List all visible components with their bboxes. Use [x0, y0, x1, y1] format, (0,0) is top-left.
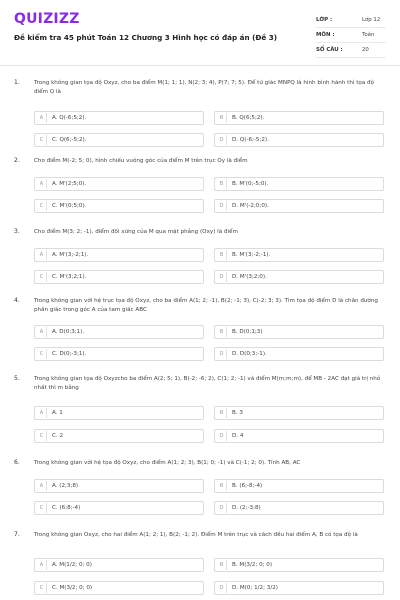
option-d[interactable]	[214, 581, 384, 595]
meta-box	[316, 13, 386, 58]
option-letter: B	[217, 113, 227, 123]
option-c[interactable]	[34, 133, 204, 147]
meta-row-class	[316, 13, 386, 28]
option-text: B. M'(3;-2;-1).	[232, 252, 271, 258]
question-number: 1.	[14, 79, 20, 86]
option-text: B. M'(0;-5;0).	[232, 181, 269, 187]
document-title: Đề kiểm tra 45 phút Toán 12 Chương 3 Hình học có đáp án (Đề 3)	[14, 33, 278, 42]
quizizz-logo: QUIZIZZ	[14, 11, 80, 27]
option-letter: C	[37, 349, 47, 359]
option-c[interactable]	[34, 347, 204, 361]
option-letter: D	[217, 431, 227, 441]
option-b[interactable]	[214, 479, 384, 493]
option-b[interactable]	[214, 558, 384, 572]
option-text: B. (6;-8;-4)	[232, 483, 263, 489]
option-a[interactable]	[34, 558, 204, 572]
option-text: C. M'(3;2;1).	[52, 274, 87, 280]
meta-label: MÔN :	[316, 32, 335, 38]
option-text: A. Q(-6;5;2).	[52, 115, 87, 121]
option-letter: D	[217, 503, 227, 513]
option-d[interactable]	[214, 199, 384, 213]
option-letter: C	[37, 201, 47, 211]
option-d[interactable]	[214, 133, 384, 147]
option-d[interactable]	[214, 270, 384, 284]
meta-label: SỐ CÂU :	[316, 47, 343, 53]
option-text: C. M'(0;5;0).	[52, 203, 87, 209]
option-c[interactable]	[34, 270, 204, 284]
option-letter: C	[37, 503, 47, 513]
option-text: A. (2;3;8)	[52, 483, 79, 489]
meta-row-subject	[316, 28, 386, 43]
option-d[interactable]	[214, 501, 384, 515]
option-letter: B	[217, 560, 227, 570]
option-letter: D	[217, 583, 227, 593]
option-text: C. M(3/2; 0; 0)	[52, 585, 93, 591]
option-letter: A	[37, 481, 47, 491]
option-letter: A	[37, 560, 47, 570]
option-a[interactable]	[34, 111, 204, 125]
option-letter: B	[217, 408, 227, 418]
question-text: Trong không gian Oxyz, cho hai điểm A(1; 2; 1), B(2; -1; 2). Điểm M trên trục và cách đều hai điểm A, B có tọa độ là	[34, 532, 358, 538]
option-letter: D	[217, 135, 227, 145]
option-c[interactable]	[34, 501, 204, 515]
option-b[interactable]	[214, 177, 384, 191]
option-text: D. M'(3;2;0).	[232, 274, 267, 280]
option-text: B. Q(6;5;2).	[232, 115, 265, 121]
question-text: Cho điểm M(3; 2; -1), điểm đối xứng của M qua mặt phẳng (Oxy) là điểm	[34, 229, 238, 235]
option-a[interactable]	[34, 177, 204, 191]
option-b[interactable]	[214, 248, 384, 262]
option-text: B. 3	[232, 410, 243, 416]
option-text: A. M(1/2; 0; 0)	[52, 562, 92, 568]
question-number: 4.	[14, 297, 20, 304]
option-letter: C	[37, 272, 47, 282]
option-a[interactable]	[34, 479, 204, 493]
question-number: 5.	[14, 375, 20, 382]
option-letter: D	[217, 201, 227, 211]
option-text: D. (2;-3;8)	[232, 505, 261, 511]
option-text: B. D(0;1;3)	[232, 329, 263, 335]
option-letter: B	[217, 250, 227, 260]
option-text: C. 2	[52, 433, 64, 439]
option-letter: D	[217, 349, 227, 359]
meta-label: LỚP :	[316, 17, 333, 23]
option-text: A. M'(3;-2;1).	[52, 252, 89, 258]
option-a[interactable]	[34, 325, 204, 339]
option-text: C. (6;8;-4)	[52, 505, 81, 511]
option-text: C. D(0;-3;1).	[52, 351, 87, 357]
page-header	[0, 0, 400, 66]
meta-value: Lớp 12	[362, 17, 381, 23]
option-letter: A	[37, 250, 47, 260]
option-text: B. M(3/2; 0; 0)	[232, 562, 273, 568]
question-text: Trong không gian với hệ trục tọa độ Oxyz, cho ba điểm A(1; 2; -1), B(2; -1; 3), C(-2; 3; 3). Tìm tọa độ điểm D là chân đường phân giác trong góc A của tam giác ABC	[34, 298, 378, 313]
option-text: D. 4	[232, 433, 244, 439]
option-a[interactable]	[34, 248, 204, 262]
question-text: Cho điểm M(-2; 5; 0), hình chiếu vuông góc của điểm M trên trục Oy là điểm	[34, 158, 248, 164]
option-text: D. M'(-2;0;0).	[232, 203, 269, 209]
option-text: D. M(0; 1/2; 3/2)	[232, 585, 278, 591]
question-text: Trong không gian với hệ tọa độ Oxyz, cho điểm A(1; 2; 3), B(1; 0; -1) và C(-1; 2; 0). Tính AB, AC	[34, 460, 301, 466]
question-text: Trong không gian tọa độ Oxyzcho ba điểm A(2; 5; 1), B(-2; -6; 2), C(1; 2; -1) và điểm M(m;m;m), để MB - 2AC đạt giá trị nhỏ nhất thì m bằng	[34, 376, 381, 391]
option-c[interactable]	[34, 581, 204, 595]
option-b[interactable]	[214, 325, 384, 339]
question-number: 3.	[14, 228, 20, 235]
option-letter: A	[37, 113, 47, 123]
option-letter: B	[217, 481, 227, 491]
option-letter: D	[217, 272, 227, 282]
meta-value: Toán	[362, 32, 375, 38]
question-number: 2.	[14, 157, 20, 164]
option-text: A. D(0;3;1).	[52, 329, 85, 335]
option-letter: A	[37, 179, 47, 189]
option-b[interactable]	[214, 111, 384, 125]
option-text: C. Q(6;-5;2).	[52, 137, 87, 143]
question-number: 6.	[14, 459, 20, 466]
option-b[interactable]	[214, 406, 384, 420]
option-d[interactable]	[214, 429, 384, 443]
option-text: A. M'(2;5;0).	[52, 181, 87, 187]
option-letter: C	[37, 135, 47, 145]
option-letter: C	[37, 431, 47, 441]
option-a[interactable]	[34, 406, 204, 420]
question-text: Trong không gian tọa độ Oxyz, cho ba điểm M(1; 1; 1), N(2; 3; 4), P(7; 7; 5). Để tứ giác MNPQ là hình bình hành thì tọa độ điểm Q là	[34, 80, 375, 95]
option-d[interactable]	[214, 347, 384, 361]
option-letter: A	[37, 408, 47, 418]
meta-row-count	[316, 43, 386, 58]
option-c[interactable]	[34, 199, 204, 213]
option-letter: C	[37, 583, 47, 593]
question-number: 7.	[14, 531, 20, 538]
option-letter: B	[217, 327, 227, 337]
option-letter: B	[217, 179, 227, 189]
option-c[interactable]	[34, 429, 204, 443]
option-text: D. D(0;3;-1).	[232, 351, 267, 357]
option-text: D. Q(-6;-5;2).	[232, 137, 269, 143]
option-text: A. 1	[52, 410, 63, 416]
option-letter: A	[37, 327, 47, 337]
meta-value: 20	[362, 47, 369, 53]
